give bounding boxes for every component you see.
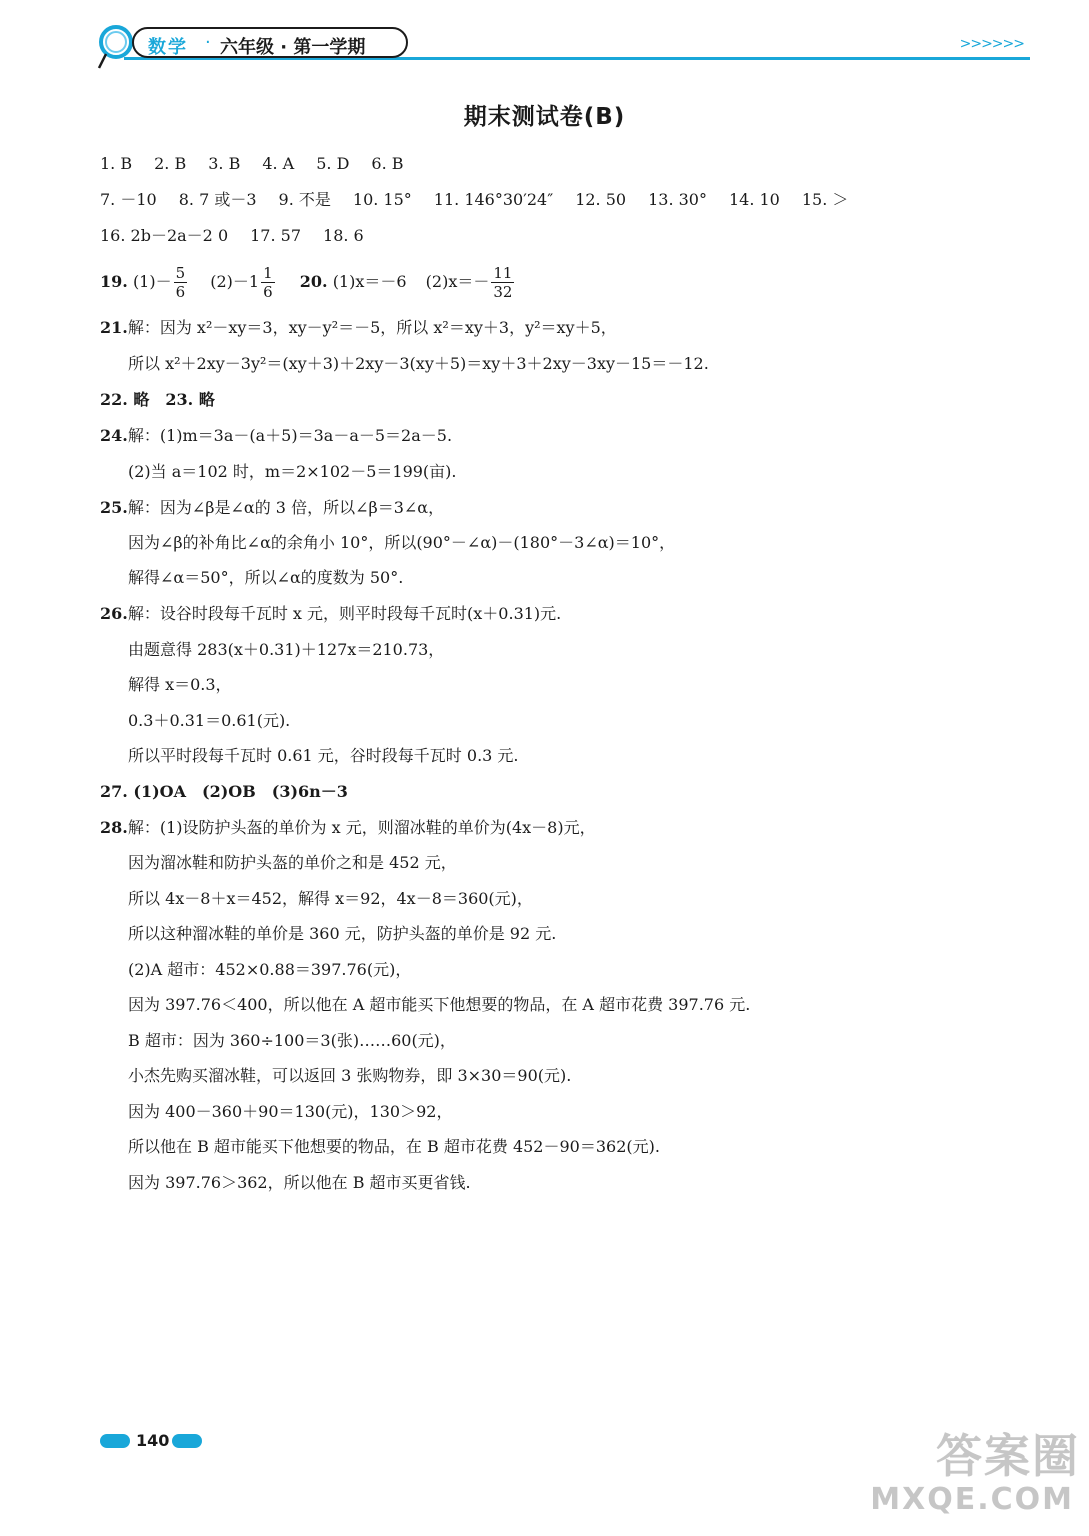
answers-7-15 <box>100 190 870 210</box>
question-number: 25. <box>100 498 128 517</box>
answer-21-line-2: 所以 x²＋2xy－3y²＝(xy＋3)＋2xy－3(xy＋5)＝xy＋3＋2xy－3xy－15＝－12. <box>128 354 709 373</box>
answer-text: 解：因为 x²－xy＝3，xy－y²＝－5，所以 x²＝xy＋3，y²＝xy＋5， <box>127 318 617 337</box>
answer-text: 解：(1)设防护头盔的单价为 x 元，则溜冰鞋的单价为(4x－8)元， <box>127 818 596 837</box>
answer-item: 13. 30° <box>648 190 707 209</box>
numerator: 5 <box>175 264 186 282</box>
watermark-text: 答案圈 <box>936 1429 1080 1483</box>
answer-26-line-2: 由题意得 283(x＋0.31)＋127x＝210.73， <box>128 640 445 659</box>
header-separator-dot: · <box>205 32 211 53</box>
answers-16-18 <box>100 226 386 246</box>
denominator: 32 <box>493 283 513 301</box>
answers-22-23: 22. 略 23. 略 <box>100 390 215 409</box>
answer-27: 27. (1)OA (2)OB (3)6n－3 <box>100 782 348 801</box>
answer-item: 2. B <box>154 154 187 173</box>
answer-item: 7. －10 <box>100 190 157 209</box>
answer-28-line-1 <box>100 818 596 838</box>
answer-25-line-3: 解得∠α＝50°，所以∠α的度数为 50°. <box>128 568 404 587</box>
answer-25-line-1 <box>100 498 444 518</box>
answer-28-line-7: B 超市：因为 360÷100＝3(张)……60(元)， <box>128 1031 456 1050</box>
watermark-logo <box>870 1420 1080 1528</box>
answer-item: 8. 7 或－3 <box>178 190 257 209</box>
answer-item: 11. 146°30′24″ <box>433 190 554 209</box>
numerator: 1 <box>263 264 273 282</box>
page-number-right-ornament <box>172 1434 202 1448</box>
answer-19-1-label: (1)－ <box>132 272 172 291</box>
answer-28-line-11: 因为 397.76＞362，所以他在 B 超市买更省钱. <box>128 1173 471 1192</box>
fraction <box>491 264 514 301</box>
fraction <box>261 264 275 301</box>
answer-28-line-9: 因为 400－360＋90＝130(元)，130＞92， <box>128 1102 453 1121</box>
answer-item: 18. 6 <box>323 226 364 245</box>
answer-28-line-3: 所以 4x－8＋x＝452，解得 x＝92，4x－8＝360(元)， <box>128 889 533 908</box>
answer-20-1: (1)x＝－6 <box>332 272 407 291</box>
watermark-url: MXQE.COM <box>870 1482 1074 1517</box>
question-number: 19. <box>100 272 128 291</box>
numerator: 11 <box>493 264 513 282</box>
answer-25-line-2: 因为∠β的补角比∠α的余角小 10°，所以(90°－∠α)－(180°－3∠α)＝10°， <box>128 533 676 552</box>
answer-item: 16. 2b－2a－2 0 <box>100 226 229 245</box>
answer-text: 解：因为∠β是∠α的 3 倍，所以∠β＝3∠α， <box>127 498 445 517</box>
answer-26-line-4: 0.3＋0.31＝0.61(元). <box>128 711 291 730</box>
page-number: 140 <box>136 1431 170 1450</box>
answer-21-line-1 <box>100 318 617 338</box>
answer-26-line-5: 所以平时段每千瓦时 0.61 元，谷时段每千瓦时 0.3 元. <box>128 746 519 765</box>
header-arrows: >>>>>> <box>959 36 1024 52</box>
answer-26-line-1 <box>100 604 561 624</box>
answer-28-line-6: 因为 397.76＜400，所以他在 A 超市能买下他想要的物品，在 A 超市花费 397.76 元. <box>128 995 751 1014</box>
answer-28-line-5: (2)A 超市：452×0.88＝397.76(元)， <box>128 960 412 979</box>
answer-19-2-label: (2)－1 <box>210 272 260 291</box>
question-number: 21. <box>100 318 128 337</box>
page-title: 期末测试卷(B) <box>463 104 626 130</box>
fraction <box>174 264 188 301</box>
answer-item: 1. B <box>100 154 133 173</box>
answer-24-line-1 <box>100 426 452 446</box>
answer-24-line-2: (2)当 a＝102 时，m＝2×102－5＝199(亩). <box>128 462 457 481</box>
page-number-left-ornament <box>100 1434 130 1448</box>
answers-1-6 <box>100 154 426 174</box>
answer-item: 12. 50 <box>575 190 627 209</box>
header-subject-capsule <box>132 27 408 58</box>
answer-text: 解：设谷时段每千瓦时 x 元，则平时段每千瓦时(x＋0.31)元. <box>127 604 562 623</box>
answer-item: 15. ＞ <box>801 190 849 209</box>
answer-item: 9. 不是 <box>278 190 331 209</box>
denominator: 6 <box>175 283 186 301</box>
answer-28-line-2: 因为溜冰鞋和防护头盔的单价之和是 452 元， <box>128 853 457 872</box>
answer-item: 4. A <box>262 154 295 173</box>
answer-item: 6. B <box>371 154 404 173</box>
grade-term-label: 六年级 · 第一学期 <box>220 37 366 58</box>
denominator: 6 <box>263 283 273 301</box>
page-header <box>96 22 1030 74</box>
answer-item: 17. 57 <box>250 226 302 245</box>
question-number: 28. <box>100 818 128 837</box>
answer-text: 解：(1)m＝3a－(a＋5)＝3a－a－5＝2a－5. <box>127 426 453 445</box>
answer-item: 5. D <box>316 154 350 173</box>
question-number: 24. <box>100 426 128 445</box>
answer-item: 3. B <box>208 154 241 173</box>
answer-28-line-10: 所以他在 B 超市能买下他想要的物品，在 B 超市花费 452－90＝362(元). <box>128 1137 660 1156</box>
question-number: 26. <box>100 604 128 623</box>
answer-item: 14. 10 <box>728 190 780 209</box>
answer-28-line-8: 小杰先购买溜冰鞋，可以返回 3 张购物券，即 3×30＝90(元). <box>128 1066 572 1085</box>
answers-19-20 <box>100 262 516 302</box>
answer-26-line-3: 解得 x＝0.3， <box>128 675 232 694</box>
question-number: 20. <box>299 272 328 291</box>
subject-label: 数学 <box>148 37 188 58</box>
answer-28-line-4: 所以这种溜冰鞋的单价是 360 元，防护头盔的单价是 92 元. <box>128 924 557 943</box>
answer-20-2-label: (2)x＝－ <box>425 272 490 291</box>
answer-item: 10. 15° <box>352 190 412 209</box>
